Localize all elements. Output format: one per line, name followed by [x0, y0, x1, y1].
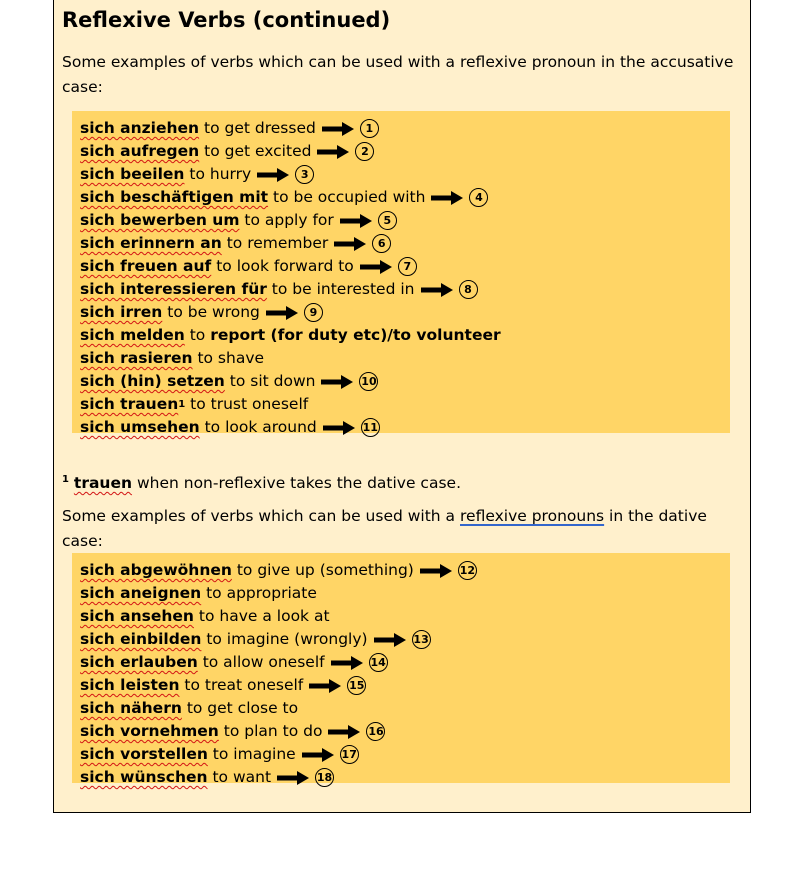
dative-verb-row: [80, 697, 298, 720]
verb-meaning: to give up (something): [231, 561, 414, 579]
verb-phrase: sich beeilen: [80, 165, 185, 183]
accusative-verb-row: [80, 393, 308, 416]
verb-meaning: to sit down: [224, 372, 316, 390]
verb-meaning: to apply for: [239, 211, 334, 229]
reference-number: 6: [372, 234, 391, 253]
verb-phrase: sich beschäftigen mit: [80, 188, 269, 206]
verb-meaning: to get dressed: [199, 119, 316, 137]
verb-phrase: sich aufregen: [80, 142, 200, 160]
arrow-right-icon: [323, 421, 355, 435]
reference-number: 15: [347, 676, 366, 695]
accusative-verb-row: [80, 232, 391, 255]
verb-footnote-marker: 1: [178, 399, 186, 410]
arrow-right-icon: [266, 306, 298, 320]
verb-phrase: sich anziehen: [80, 119, 200, 137]
intro-dative-before: Some examples of verbs which can be used with a: [62, 507, 456, 525]
arrow-right-icon: [420, 564, 452, 578]
arrow-right-icon: [277, 771, 309, 785]
verb-meaning-bold: report (for duty etc)/to volunteer: [210, 326, 501, 344]
reference-number: 4: [469, 188, 488, 207]
reference-number: 5: [378, 211, 397, 230]
verb-phrase: sich einbilden: [80, 630, 202, 648]
arrow-right-icon: [322, 122, 354, 136]
dative-verb-row: [80, 743, 359, 766]
dative-verb-row: [80, 559, 477, 582]
footnote-word: trauen: [73, 474, 133, 493]
accusative-verb-row: [80, 370, 378, 393]
intro-dative-after: in the dative case:: [62, 507, 707, 550]
dative-verb-row: [80, 582, 317, 605]
verb-meaning: to want: [207, 768, 272, 786]
arrow-right-icon: [431, 191, 463, 205]
verb-phrase: sich melden: [80, 326, 185, 344]
dative-verb-row: [80, 766, 334, 789]
reference-number: 17: [340, 745, 359, 764]
verb-meaning: to plan to do: [218, 722, 323, 740]
verb-meaning: to treat oneself: [179, 676, 304, 694]
reference-number: 14: [369, 653, 388, 672]
arrow-right-icon: [334, 237, 366, 251]
verb-meaning: to look forward to: [211, 257, 354, 275]
reference-number: 12: [458, 561, 477, 580]
verb-meaning: to have a look at: [193, 607, 330, 625]
verb-meaning: to imagine (wrongly): [201, 630, 368, 648]
reference-number: 18: [315, 768, 334, 787]
verb-phrase: sich vornehmen: [80, 722, 219, 740]
arrow-right-icon: [321, 375, 353, 389]
accusative-verb-row: [80, 209, 397, 232]
accusative-verb-row: [80, 163, 314, 186]
arrow-right-icon: [257, 168, 289, 182]
accusative-verb-row: [80, 186, 488, 209]
verb-phrase: sich erinnern an: [80, 234, 222, 252]
verb-meaning: to imagine: [207, 745, 296, 763]
verb-meaning: to: [184, 326, 211, 344]
verb-phrase: sich nähern: [80, 699, 182, 717]
arrow-right-icon: [309, 679, 341, 693]
verb-meaning: to trust oneself: [185, 395, 309, 413]
dative-verb-row: [80, 651, 388, 674]
accusative-verb-row: [80, 255, 417, 278]
verb-phrase: sich vorstellen: [80, 745, 208, 763]
intro-dative-link: reflexive pronouns: [460, 507, 605, 525]
dative-verb-list: [72, 553, 730, 786]
arrow-right-icon: [374, 633, 406, 647]
verb-meaning: to be interested in: [266, 280, 415, 298]
dative-verb-row: [80, 605, 330, 628]
accusative-verb-row: [80, 140, 374, 163]
arrow-right-icon: [328, 725, 360, 739]
verb-phrase: sich trauen: [80, 395, 179, 413]
footnote-text: when non-reflexive takes the dative case.: [136, 474, 461, 493]
accusative-verb-row: [80, 324, 501, 347]
accusative-verb-row: [80, 301, 323, 324]
page-title: Reflexive Verbs (continued): [62, 8, 391, 32]
reference-number: 9: [304, 303, 323, 322]
intro-accusative: Some examples of verbs which can be used with a reflexive pronoun in the accusative case:: [62, 53, 734, 96]
verb-phrase: sich erlauben: [80, 653, 198, 671]
verb-meaning: to remember: [221, 234, 329, 252]
verb-phrase: sich irren: [80, 303, 163, 321]
accusative-verb-row: [80, 117, 379, 140]
reference-number: 1: [360, 119, 379, 138]
verb-phrase: sich abgewöhnen: [80, 561, 232, 579]
verb-phrase: sich umsehen: [80, 418, 200, 436]
verb-phrase: sich aneignen: [80, 584, 202, 602]
accusative-verb-row: [80, 347, 264, 370]
verb-phrase: sich rasieren: [80, 349, 193, 367]
reference-number: 10: [359, 372, 378, 391]
verb-phrase: sich bewerben um: [80, 211, 240, 229]
verb-meaning: to get excited: [199, 142, 312, 160]
dative-verb-row: [80, 628, 431, 651]
verb-meaning: to appropriate: [201, 584, 317, 602]
reference-number: 3: [295, 165, 314, 184]
verb-meaning: to allow oneself: [197, 653, 325, 671]
verb-phrase: sich (hin) setzen: [80, 372, 225, 390]
arrow-right-icon: [302, 748, 334, 762]
verb-meaning: to get close to: [181, 699, 299, 717]
verb-meaning: to look around: [199, 418, 317, 436]
dative-verb-row: [80, 720, 385, 743]
document-page: [53, 0, 751, 813]
reference-number: 11: [361, 418, 380, 437]
arrow-right-icon: [421, 283, 453, 297]
verb-meaning: to shave: [192, 349, 265, 367]
verb-meaning: to hurry: [184, 165, 252, 183]
reference-number: 13: [412, 630, 431, 649]
verb-phrase: sich interessieren für: [80, 280, 267, 298]
arrow-right-icon: [331, 656, 363, 670]
dative-verb-row: [80, 674, 366, 697]
verb-phrase: sich freuen auf: [80, 257, 212, 275]
verb-meaning: to be occupied with: [268, 188, 426, 206]
arrow-right-icon: [360, 260, 392, 274]
reference-number: 8: [459, 280, 478, 299]
reference-number: 7: [398, 257, 417, 276]
intro-dative: [62, 504, 750, 554]
reference-number: 2: [355, 142, 374, 161]
arrow-right-icon: [340, 214, 372, 228]
arrow-right-icon: [317, 145, 349, 159]
accusative-verb-row: [80, 416, 380, 439]
footnote-marker: 1: [62, 474, 69, 485]
reference-number: 16: [366, 722, 385, 741]
verb-phrase: sich ansehen: [80, 607, 194, 625]
verb-phrase: sich leisten: [80, 676, 180, 694]
verb-phrase: sich wünschen: [80, 768, 208, 786]
footnote: [62, 467, 461, 496]
verb-meaning: to be wrong: [162, 303, 260, 321]
accusative-verb-list: [72, 111, 730, 436]
accusative-verb-row: [80, 278, 478, 301]
